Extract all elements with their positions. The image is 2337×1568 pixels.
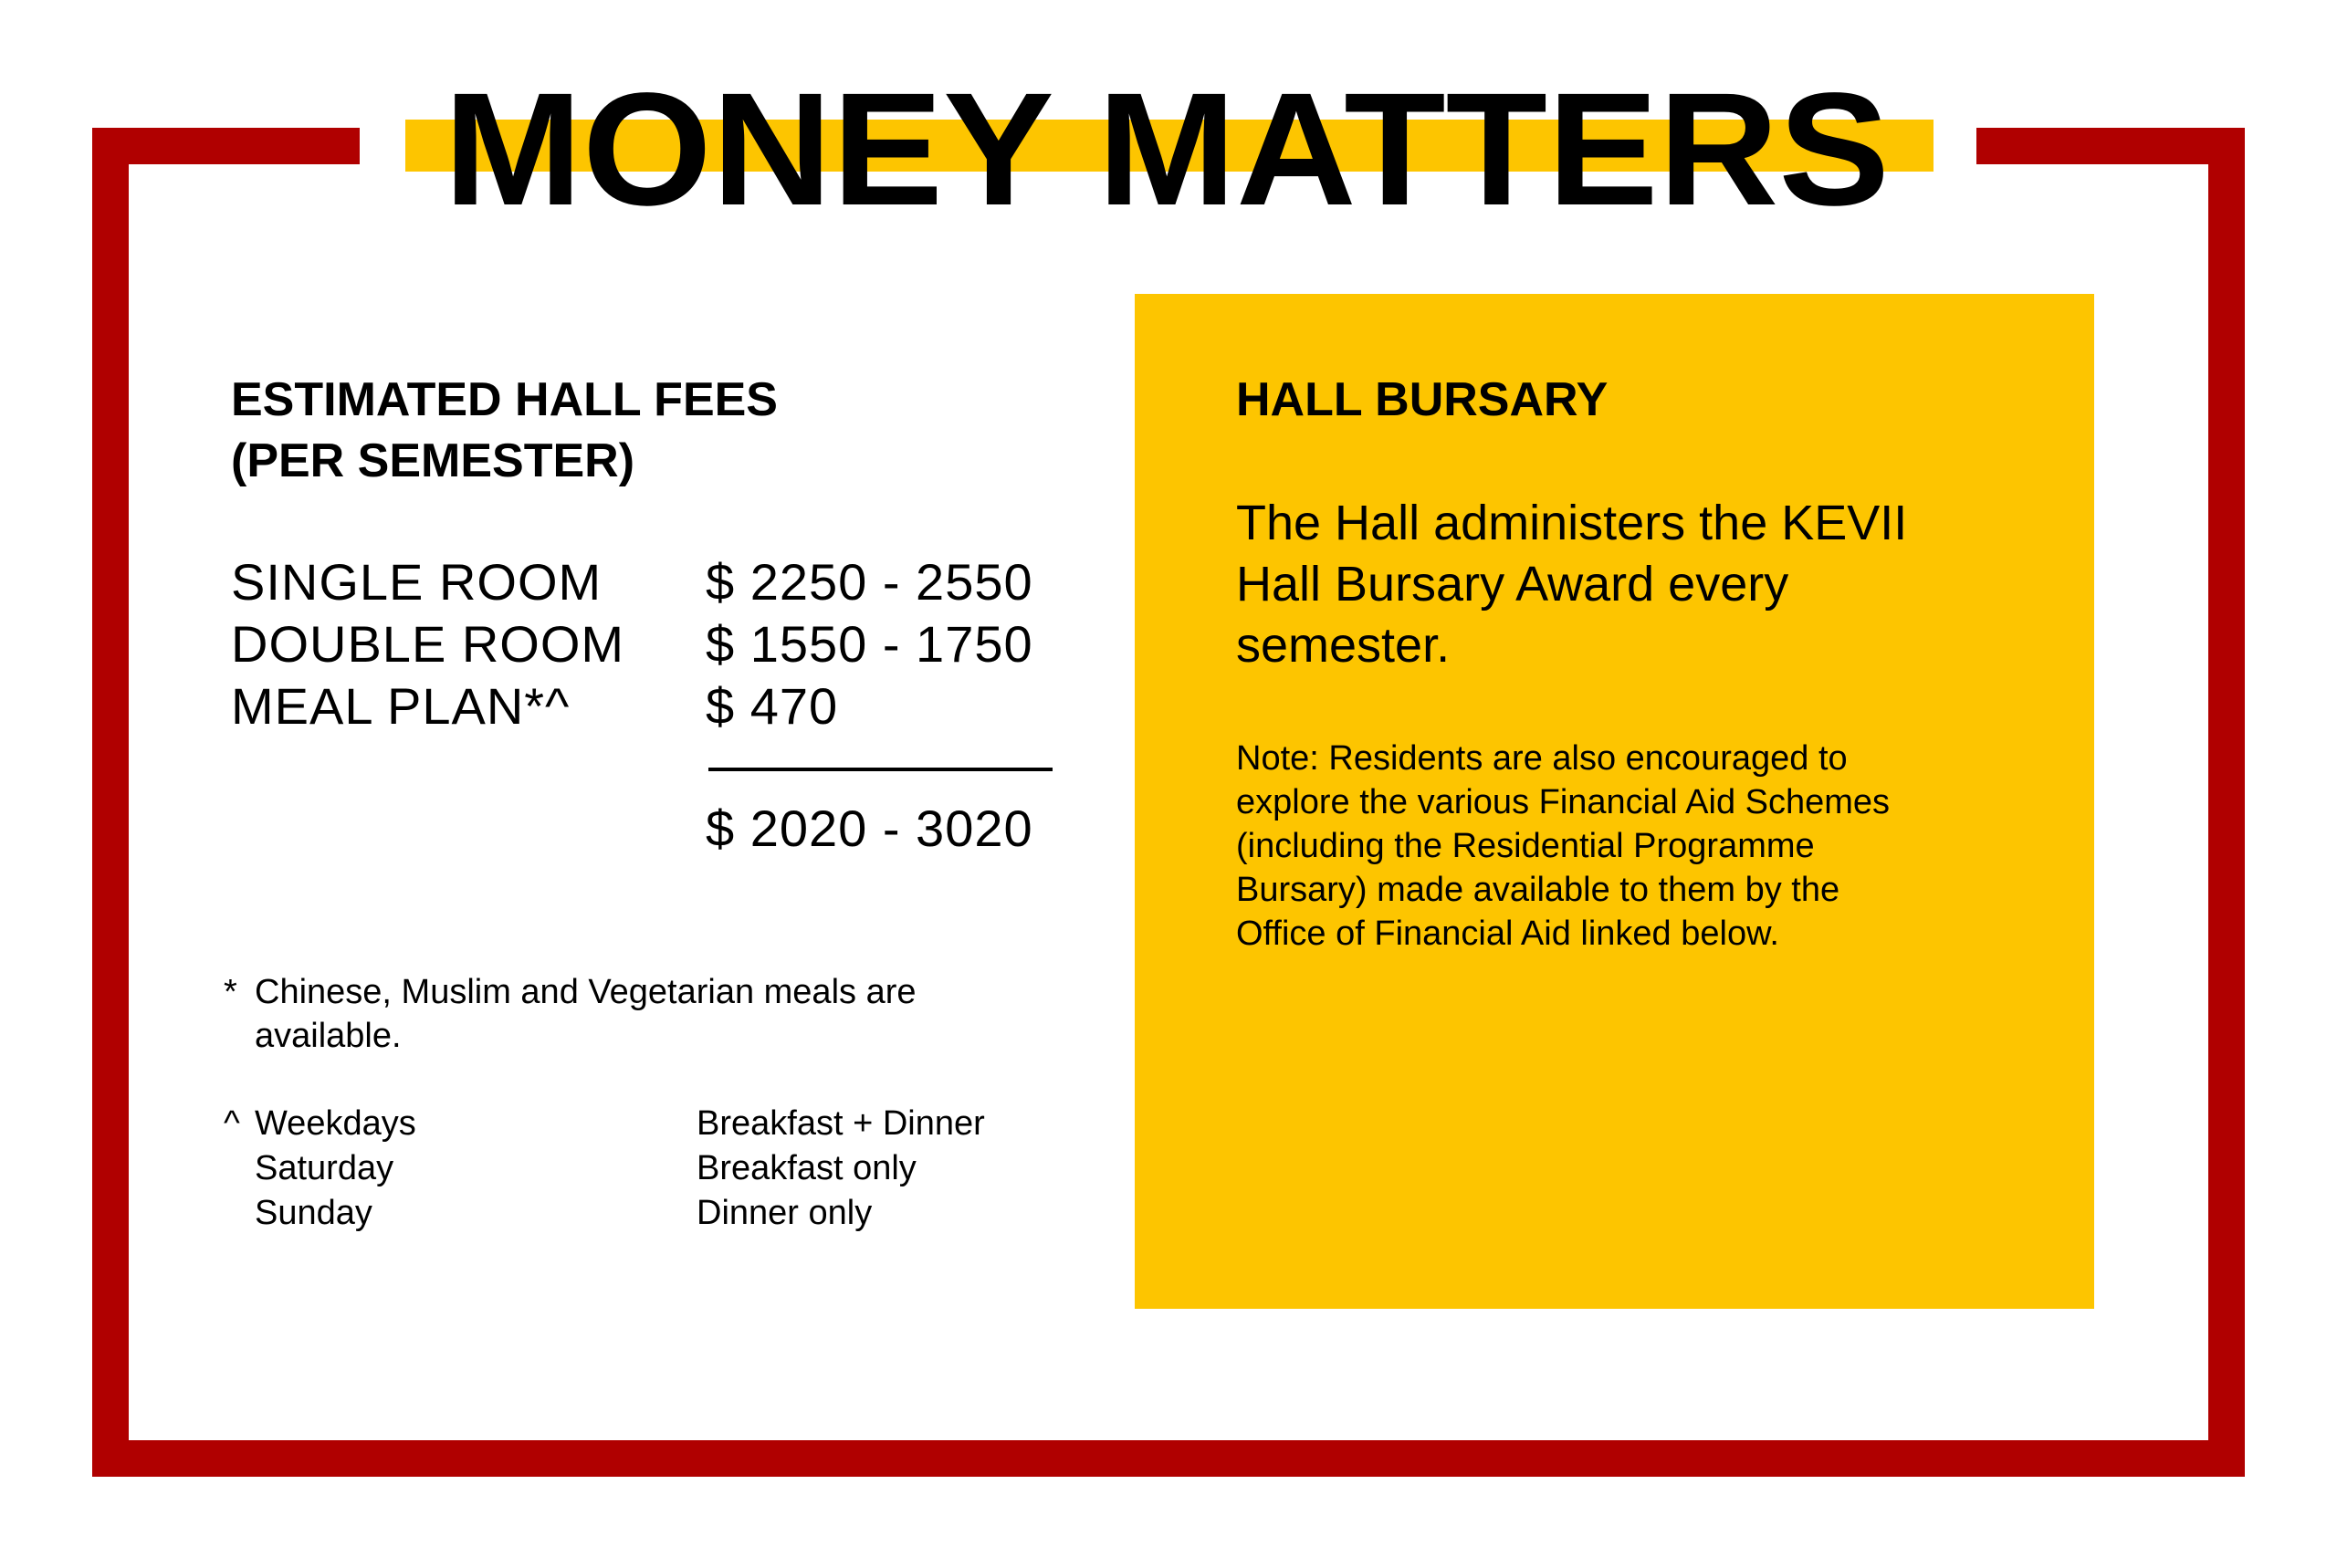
bursary-body-line: semester.: [1236, 618, 1451, 673]
frame-bottom: [92, 1440, 2245, 1477]
frame-left: [92, 128, 129, 1477]
fee-value-single-room: $ 2250 - 2550: [706, 553, 1033, 611]
footnote-asterisk-mark: *: [224, 973, 237, 1011]
schedule-day-saturday: Saturday: [255, 1149, 394, 1187]
bursary-note-line: Bursary) made available to them by the: [1236, 871, 1840, 909]
bursary-body-line: Hall Bursary Award every: [1236, 557, 1789, 612]
schedule-meals-saturday: Breakfast only: [697, 1149, 917, 1187]
bursary-note-line: explore the various Financial Aid Schemes: [1236, 783, 1891, 821]
fees-heading-line1: ESTIMATED HALL FEES: [231, 373, 778, 426]
schedule-meals-weekdays: Breakfast + Dinner: [697, 1104, 985, 1143]
total-divider: [708, 768, 1053, 771]
bursary-body: [1236, 493, 1907, 676]
bursary-body-line: The Hall administers the KEVII: [1236, 496, 1908, 550]
bursary-note: [1236, 737, 1890, 956]
fee-total: $ 2020 - 3020: [706, 800, 1033, 857]
footnote-asterisk-line1: Chinese, Muslim and Vegetarian meals are: [255, 973, 917, 1011]
schedule-meals-sunday: Dinner only: [697, 1194, 873, 1232]
frame-top-right: [1976, 128, 2245, 164]
frame-right: [2208, 128, 2245, 1477]
fees-heading-line2: (PER SEMESTER): [231, 434, 635, 487]
fee-label-meal-plan: MEAL PLAN*^: [231, 677, 571, 735]
page-title: [347, 55, 1990, 219]
bursary-heading: HALL BURSARY: [1236, 373, 1609, 426]
fee-value-double-room: $ 1550 - 1750: [706, 615, 1033, 673]
page-title-text: MONEY MATTERS: [444, 60, 1890, 219]
fee-label-double-room: DOUBLE ROOM: [231, 615, 625, 673]
frame-top-left: [92, 128, 360, 164]
bursary-note-line: Office of Financial Aid linked below.: [1236, 915, 1779, 953]
fee-label-single-room: SINGLE ROOM: [231, 553, 603, 611]
schedule-day-weekdays: Weekdays: [255, 1104, 416, 1143]
footnote-caret-mark: ^: [224, 1104, 240, 1143]
schedule-day-sunday: Sunday: [255, 1194, 372, 1232]
bursary-note-line: (including the Residential Programme: [1236, 827, 1815, 865]
fee-value-meal-plan: $ 470: [706, 677, 839, 735]
bursary-note-line: Note: Residents are also encouraged to: [1236, 739, 1848, 778]
footnote-asterisk-line2: available.: [255, 1017, 402, 1055]
